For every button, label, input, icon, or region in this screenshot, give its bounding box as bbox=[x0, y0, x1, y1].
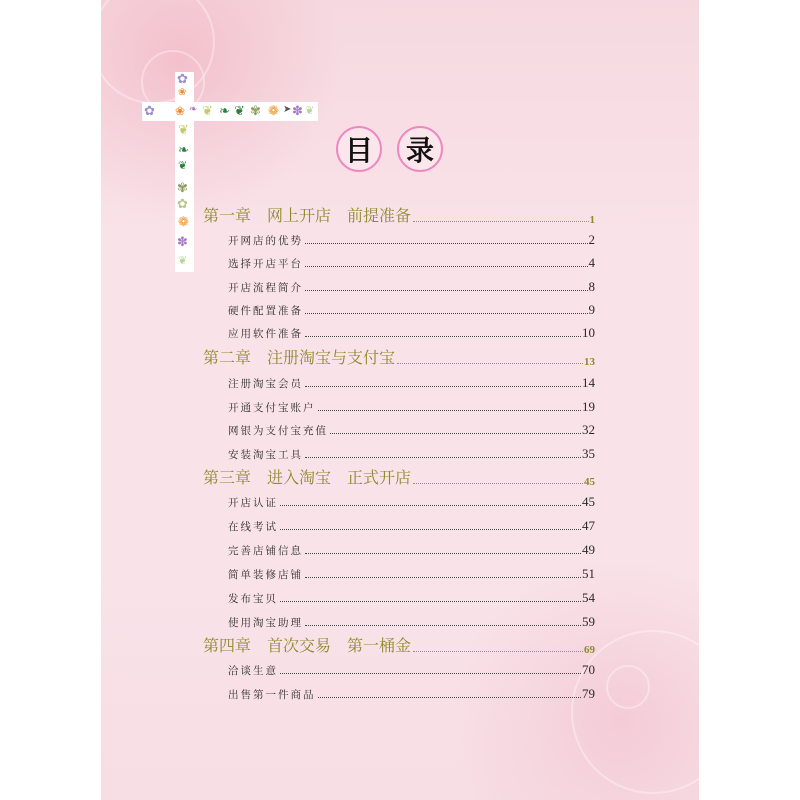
dot-leader bbox=[305, 457, 581, 458]
orange-tulip-icon: ❁ bbox=[178, 215, 189, 230]
dot-leader bbox=[305, 266, 588, 267]
dot-leader bbox=[330, 433, 581, 434]
toc-label: 第四章 首次交易 第一桶金 bbox=[203, 636, 412, 655]
orange-tulip-icon: ❁ bbox=[268, 104, 279, 119]
floral-border-horizontal bbox=[142, 102, 318, 121]
toc-chapter-1[interactable] bbox=[203, 206, 595, 226]
green-vine-icon: ❧ bbox=[178, 143, 189, 158]
toc-label: 网银为支付宝充值 bbox=[228, 425, 328, 437]
yellow-green-vine-icon: ❦ bbox=[202, 104, 213, 119]
pale-green-sprig-icon: ❦ bbox=[305, 104, 315, 117]
dot-leader bbox=[305, 336, 581, 337]
toc-label: 发布宝贝 bbox=[228, 593, 278, 605]
toc-label: 出售第一件商品 bbox=[228, 689, 316, 701]
toc-label: 硬件配置准备 bbox=[228, 305, 303, 317]
toc-label: 开店流程简介 bbox=[228, 282, 303, 294]
toc-section[interactable] bbox=[228, 399, 595, 415]
dot-leader bbox=[413, 483, 583, 484]
toc-label: 注册淘宝会员 bbox=[228, 378, 303, 390]
toc-label: 开网店的优势 bbox=[228, 235, 303, 247]
toc-section[interactable] bbox=[228, 590, 595, 606]
toc-page-number: 79 bbox=[582, 686, 595, 701]
toc-label: 简单装修店铺 bbox=[228, 569, 303, 581]
toc-section[interactable] bbox=[228, 302, 595, 318]
toc-page-number: 69 bbox=[584, 644, 595, 656]
toc-page-number: 45 bbox=[584, 476, 595, 488]
toc-page-number: 9 bbox=[588, 302, 595, 317]
toc-page-number: 19 bbox=[582, 399, 595, 414]
toc-label: 在线考试 bbox=[228, 521, 278, 533]
toc-section[interactable] bbox=[228, 494, 595, 510]
toc-label: 开店认证 bbox=[228, 497, 278, 509]
toc-page-number: 13 bbox=[584, 356, 595, 368]
toc-label: 第一章 网上开店 前提准备 bbox=[203, 206, 412, 225]
toc-page-number: 2 bbox=[588, 232, 595, 247]
toc-label: 第三章 进入淘宝 正式开店 bbox=[203, 468, 412, 487]
toc-label: 应用软件准备 bbox=[228, 328, 303, 340]
toc-section[interactable] bbox=[228, 566, 595, 582]
toc-section[interactable] bbox=[228, 375, 595, 391]
title-char-lu: 录 bbox=[397, 126, 443, 172]
background-ring-decoration bbox=[606, 665, 650, 709]
toc-page-number: 14 bbox=[582, 375, 595, 390]
dot-leader bbox=[305, 290, 588, 291]
purple-flower-icon: ✿ bbox=[177, 72, 188, 87]
toc-section[interactable] bbox=[228, 518, 595, 534]
toc-section[interactable] bbox=[228, 232, 595, 248]
toc-page-number: 35 bbox=[582, 446, 595, 461]
toc-section[interactable] bbox=[228, 446, 595, 462]
toc-chapter-3[interactable] bbox=[203, 468, 595, 488]
dot-leader bbox=[305, 625, 581, 626]
olive-leaves-icon: ✾ bbox=[177, 181, 188, 196]
toc-section[interactable] bbox=[228, 614, 595, 630]
dot-leader bbox=[397, 363, 583, 364]
toc-section[interactable] bbox=[228, 422, 595, 438]
dot-leader bbox=[318, 410, 582, 411]
toc-label: 安装淘宝工具 bbox=[228, 449, 303, 461]
purple-bud-icon: ❧ bbox=[189, 104, 198, 115]
pale-green-sprig-icon: ❦ bbox=[178, 254, 188, 267]
dot-leader bbox=[305, 243, 588, 244]
toc-page-number: 47 bbox=[582, 518, 595, 533]
toc-label: 选择开店平台 bbox=[228, 258, 303, 270]
purple-blossom-icon: ✽ bbox=[177, 235, 188, 250]
dot-leader bbox=[413, 221, 588, 222]
dot-leader bbox=[280, 529, 581, 530]
orange-lily-icon: ❀ bbox=[178, 87, 187, 98]
toc-page-number: 59 bbox=[582, 614, 595, 629]
toc-page-number: 54 bbox=[582, 590, 595, 605]
toc-chapter-4[interactable] bbox=[203, 636, 595, 656]
dot-leader bbox=[413, 651, 583, 652]
toc-page-number: 70 bbox=[582, 662, 595, 677]
toc-chapter-2[interactable] bbox=[203, 348, 595, 368]
dot-leader bbox=[280, 601, 581, 602]
toc-page-number: 4 bbox=[588, 255, 595, 270]
pale-green-leaves-icon: ✿ bbox=[177, 197, 188, 212]
dot-leader bbox=[280, 673, 581, 674]
toc-section[interactable] bbox=[228, 279, 595, 295]
olive-leaves-icon: ✾ bbox=[250, 104, 261, 119]
toc-page-number: 45 bbox=[582, 494, 595, 509]
yellow-green-vine-icon: ❦ bbox=[178, 123, 189, 138]
dot-leader bbox=[305, 313, 588, 314]
purple-blossom-icon: ✽ bbox=[292, 104, 303, 119]
dot-leader bbox=[305, 386, 581, 387]
toc-page-number: 49 bbox=[582, 542, 595, 557]
toc-page bbox=[101, 0, 699, 800]
toc-section[interactable] bbox=[228, 686, 595, 702]
toc-label: 完善店铺信息 bbox=[228, 545, 303, 557]
page-title bbox=[336, 126, 443, 172]
green-vine-icon: ❦ bbox=[234, 104, 245, 119]
toc-label: 使用淘宝助理 bbox=[228, 617, 303, 629]
dark-sprig-icon: ➤ bbox=[283, 104, 292, 115]
dot-leader bbox=[318, 697, 582, 698]
toc-page-number: 10 bbox=[582, 325, 595, 340]
title-char-mu: 目 bbox=[336, 126, 382, 172]
toc-section[interactable] bbox=[228, 662, 595, 678]
orange-lily-icon: ❀ bbox=[175, 104, 186, 118]
toc-label: 第二章 注册淘宝与支付宝 bbox=[203, 348, 396, 367]
green-vine-icon: ❧ bbox=[219, 104, 230, 119]
green-vine-icon: ❦ bbox=[178, 159, 188, 172]
toc-page-number: 1 bbox=[589, 214, 595, 226]
purple-flower-icon: ✿ bbox=[144, 104, 155, 119]
toc-page-number: 8 bbox=[588, 279, 595, 294]
toc-section[interactable] bbox=[228, 255, 595, 271]
toc-label: 开通支付宝账户 bbox=[228, 402, 316, 414]
toc-page-number: 32 bbox=[582, 422, 595, 437]
toc-label: 洽谈生意 bbox=[228, 665, 278, 677]
dot-leader bbox=[280, 505, 581, 506]
toc-section[interactable] bbox=[228, 325, 595, 341]
dot-leader bbox=[305, 553, 581, 554]
toc-section[interactable] bbox=[228, 542, 595, 558]
dot-leader bbox=[305, 577, 581, 578]
toc-page-number: 51 bbox=[582, 566, 595, 581]
